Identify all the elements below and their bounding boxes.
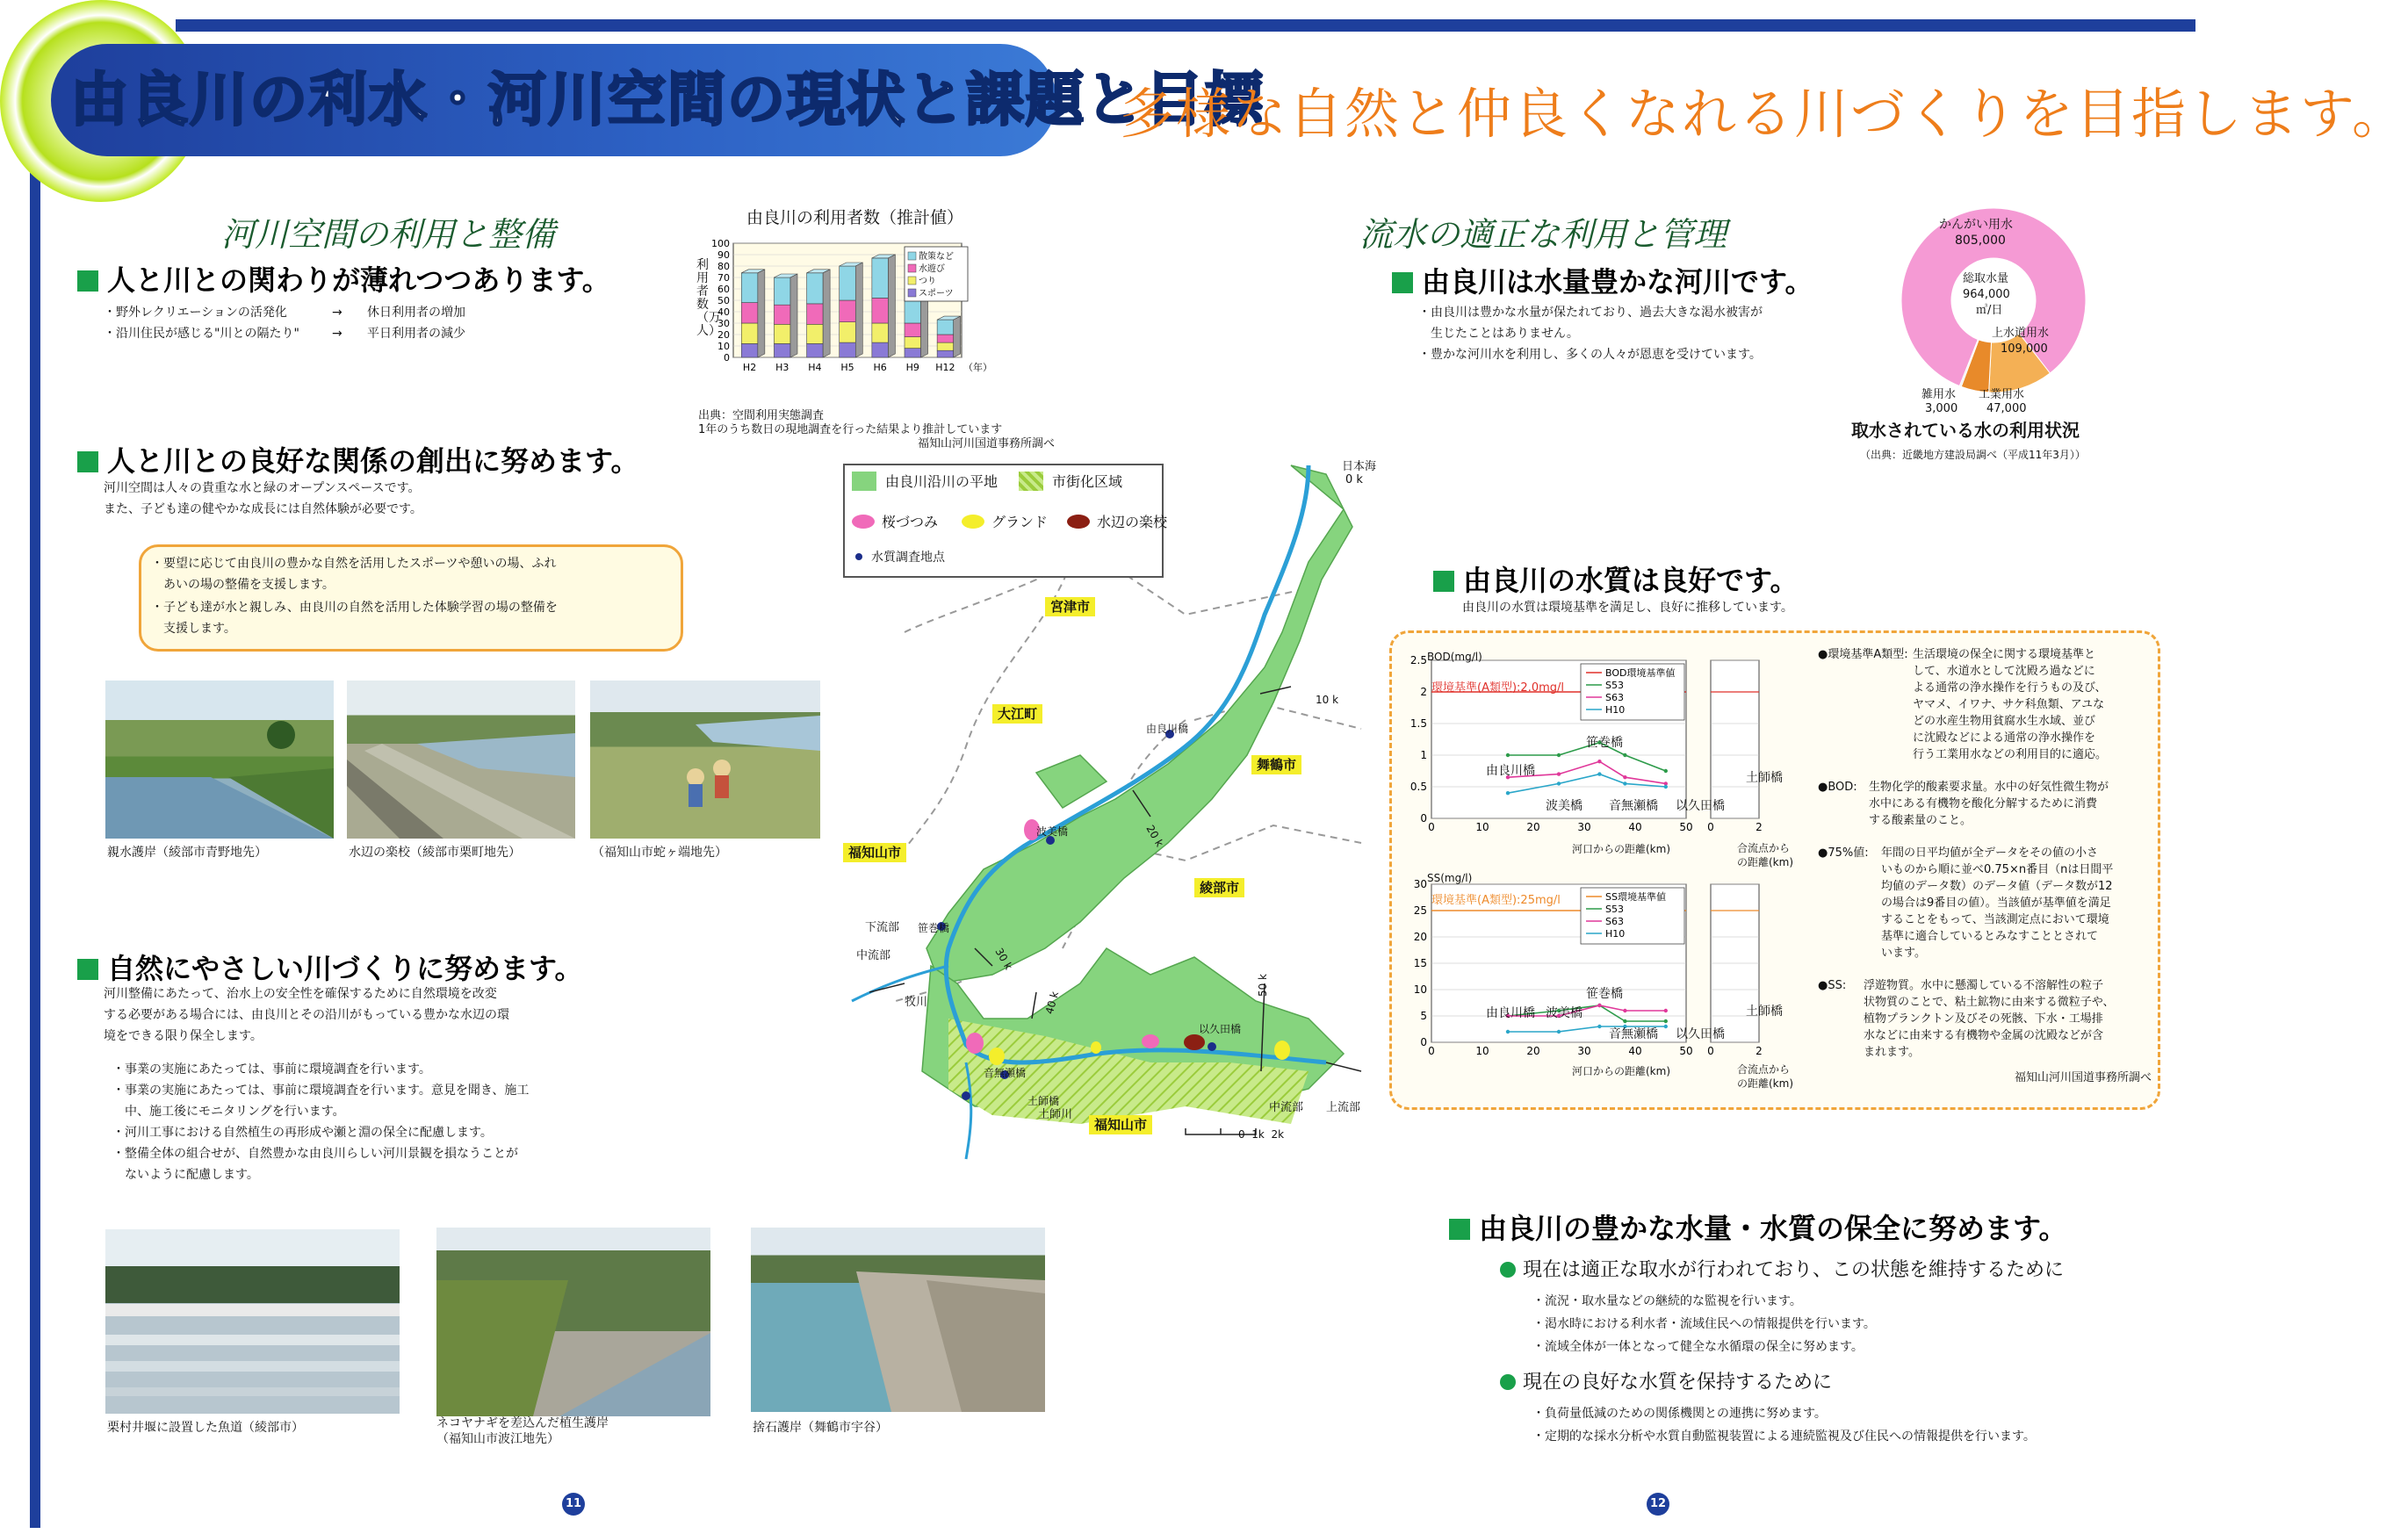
map-label-upper-reach: 上流部 (1326, 1101, 1361, 1114)
bod-ytick-label: 2.5 (1409, 654, 1427, 666)
amount-text-3: ・豊かな河川水を利用し、多くの人々が恩恵を受けています。 (1418, 348, 1762, 362)
bod-xtick-label: 10 (1475, 821, 1489, 833)
bar-chart (694, 230, 1027, 406)
left-blue-bar (30, 149, 40, 1528)
bod-point-H10 (1506, 791, 1510, 795)
bar-xtick-label: H9 (905, 362, 919, 373)
bar-side-face (758, 270, 765, 357)
bar-segment-つり (807, 324, 824, 343)
bar-ytick-label: 50 (717, 295, 730, 306)
bar-xtick-label: H2 (742, 362, 757, 373)
note-bod: ●BOD: 生物化学的酸素要求量。水中の好気性微生物が 水中にある有機物を酸化分解するために消費 する酸素量のこと。 (1818, 781, 2109, 827)
map-label-middle-reach-1: 中流部 (856, 949, 891, 962)
bar-segment-つり (872, 323, 889, 342)
pie-label-water: 上水道用水 (1992, 327, 2050, 340)
map-label-toshigawa: 土師川 (1038, 1108, 1073, 1121)
good-text-2: また、子ども達の健やかな成長には自然体験が必要です。 (104, 502, 422, 516)
page-number-left: 11 (562, 1493, 585, 1516)
bar-segment-水遊び (840, 300, 856, 322)
ss-xtick-label: 0 (1428, 1045, 1435, 1057)
green-square-icon (77, 959, 98, 980)
support-line-3: ・子ども達が水と親しみ、由良川の自然を活用した体験学習の場の整備を (151, 601, 558, 615)
pie-label-irrigation: かんがい用水 (1939, 218, 2013, 232)
map-label-30k: 30 k (992, 946, 1015, 972)
map-label-40k: 40 k (1042, 990, 1062, 1016)
quality-text: 由良川の水質は環境基準を満足し、良好に推移しています。 (1462, 601, 1793, 615)
map-label-oe: 大江町 (992, 704, 1042, 724)
bar-segment-つり (774, 324, 790, 343)
bod-point-S63 (1597, 760, 1601, 763)
bar-legend-swatch (908, 289, 916, 297)
bar-chart-title: 由良川の利用者数（推計値） (746, 208, 964, 227)
map-label-fukuchiyama-bottom: 福知山市 (1089, 1115, 1152, 1134)
heading-good-relation: 人と川との良好な関係の創出に努めます。 (77, 439, 638, 479)
ss-bridge-sasa: 笹巻橋 (1586, 987, 1623, 1001)
heading-water-amount: 由良川は水量豊かな河川です。 (1392, 260, 1813, 300)
top-blue-bar (176, 19, 2195, 32)
slogan: 多様な自然と仲良くなれる川づくりを目指します。 (1120, 82, 2408, 146)
map-label-50k: 50 k (1257, 973, 1270, 997)
ss-legend-label: SS環境基準値 (1605, 891, 1666, 903)
note-ss: ●SS: 浮遊物質。水中に懸濁している不溶解性の粒子 状物質のことで、粘土鉱物に由来する微粒子や、 植物プランクトン及びその死骸、下水・工場排 水などに由来する有機物や金属の沈殿などが含 まれます。 (1818, 979, 2115, 1059)
legend-plain-swatch (852, 472, 876, 491)
ss-xlabel: 河口からの距離(km) (1572, 1065, 1671, 1077)
bod-tributary-area (1711, 660, 1759, 818)
ss-point-S63 (1664, 1009, 1668, 1012)
bar-segment-水遊び (741, 303, 758, 323)
map-label-hami-bridge: 波美橋 (1036, 825, 1069, 838)
bar-segment-スポーツ (840, 342, 856, 357)
bod-ytick-label: 0.5 (1409, 781, 1427, 793)
map-label-sea: 日本海 (1342, 460, 1377, 473)
legend-water-quality: 水質調査地点 (852, 548, 945, 565)
green-dot-icon (1500, 1262, 1516, 1278)
heading-water-quality: 由良川の水質は良好です。 (1433, 558, 1798, 599)
map-label-lower-reach: 下流部 (865, 921, 900, 934)
bar-side-face (790, 274, 797, 357)
ss-ytick-label: 10 (1413, 983, 1427, 996)
heading-nature-friendly: 自然にやさしい川づくりに努めます。 (77, 947, 582, 987)
map-label-miyazu: 宮津市 (1045, 597, 1095, 616)
map-scale-bar: 0 1k 2k (1238, 1128, 1285, 1141)
bod-bridge-sasa: 笹巻橋 (1586, 736, 1623, 750)
pie-unit-total: ㎥/日 (1976, 304, 2003, 317)
preserve-sub-1: 現在は適正な取水が行われており、この状態を維持するために (1500, 1257, 2064, 1284)
pie-value-water: 109,000 (2001, 342, 2048, 356)
pie-value-misc: 3,000 (1925, 402, 1958, 415)
note-standard: ●環境基準A類型: 生活環境の保全に関する環境基準と して、水道水として沈殿ろ過などに よる通常の浄水操作を行うもの及び、 ヤマメ、イワナ、サケ科魚類、アユな どの水産生物用貧腐水生水域、並び に沈殿などによる通常の浄水操作を 行う工業用水などの利用目的に適応。 (1818, 648, 2108, 761)
ss-ytick-label: 0 (1420, 1036, 1427, 1048)
ss-bridge-yura: 由良川橋 (1486, 1006, 1535, 1020)
caption-willow: ネコヤナギを差込んだ植生護岸 （福知山市波江地先） (436, 1416, 609, 1446)
green-square-icon (1449, 1219, 1470, 1240)
map-label-ikuta-bridge: 以久田橋 (1199, 1023, 1242, 1035)
ss-xtick-label: 50 (1679, 1045, 1693, 1057)
bar-ytick-label: 0 (724, 352, 730, 364)
bod-xlabel-2: 合流点から の距離(km) (1737, 842, 1794, 868)
map-label-maizuru: 舞鶴市 (1251, 755, 1301, 774)
nature-text-3: 境をできる限り保全します。 (104, 1029, 263, 1043)
bod-bridge-toshi: 土師橋 (1746, 771, 1783, 785)
bar-segment-散策など (872, 258, 889, 299)
bar-ytick-label: 40 (717, 306, 730, 318)
caption-photo-2: 水辺の楽校（綾部市栗町地先） (349, 846, 521, 860)
bar-legend-swatch (908, 277, 916, 284)
relation-line-2: ・沿川住民が感じる"川との隔たり" → 平日利用者の減少 (104, 327, 465, 341)
section-title-river-space: 河川空間の利用と整備 (221, 215, 556, 254)
map-label-20k: 20 k (1143, 823, 1166, 849)
bar-xtick-label: H4 (808, 362, 822, 373)
pie-source: （出典：近畿地方建設局調べ（平成11年3月）） (1860, 449, 2086, 461)
ss-point-H10 (1597, 1025, 1601, 1028)
preserve-sub-2: 現在の良好な水質を保持するために (1500, 1370, 1832, 1396)
bod-xlabel: 河口からの距離(km) (1572, 843, 1671, 855)
bar-chart-source-3: 福知山河川国道事務所調べ (918, 437, 1056, 450)
map-label-middle-reach-2: 中流部 (1269, 1101, 1304, 1114)
nature-bullet-6: ないように配慮します。 (112, 1168, 259, 1182)
ss-ytick-label: 20 (1413, 931, 1427, 943)
ss-tributary-xtick: 2 (1756, 1045, 1763, 1057)
bar-chart-source-2: 1年のうち数日の現地調査を行った結果より推計しています (698, 423, 1003, 436)
ss-standard-label: 環境基準(A類型):25mg/l (1431, 894, 1561, 907)
caption-photo-1: 親水護岸（綾部市青野地先） (107, 846, 267, 860)
ss-bridge-onmuse: 音無瀬橋 (1609, 1027, 1658, 1041)
bod-ytick-label: 1 (1420, 749, 1427, 761)
pie-label-misc: 雑用水 (1921, 388, 1957, 401)
ss-ytick-label: 25 (1413, 904, 1427, 917)
bar-legend-label: つり (919, 277, 936, 286)
bod-xtick-label: 20 (1526, 821, 1540, 833)
map-label-makigawa: 牧川 (905, 996, 928, 1009)
bar-legend-label: 水遊び (919, 264, 945, 274)
bod-point-S53 (1506, 753, 1510, 757)
nature-bullet-4: ・河川工事における自然植生の再形成や瀬と淵の保全に配慮します。 (112, 1126, 493, 1140)
caption-fishway: 栗村井堰に設置した魚道（綾部市） (107, 1421, 304, 1435)
ss-ytick-label: 30 (1413, 878, 1427, 890)
map-label-10k: 10 k (1316, 694, 1339, 706)
bar-segment-スポーツ (937, 350, 954, 357)
bar-ytick-label: 30 (717, 318, 730, 329)
nature-text-1: 河川整備にあたって、治水上の安全性を確保するために自然環境を改変 (104, 987, 497, 1001)
notes-source: 福知山河川国道事務所調べ (2014, 1071, 2152, 1084)
green-dot-icon (1500, 1374, 1516, 1390)
photo-fishway (105, 1229, 400, 1414)
bod-ylabel: BOD(mg/l) (1427, 651, 1482, 663)
bar-segment-散策など (840, 266, 856, 300)
heading-relation: 人と川との関わりが薄れつつあります。 (77, 258, 610, 299)
preserve-sub2-item-1: ・負荷量低減のための関係機関との連携に努めます。 (1532, 1407, 1827, 1421)
legend-sakura-swatch (852, 515, 875, 529)
ss-xtick-label: 40 (1628, 1045, 1642, 1057)
bar-segment-スポーツ (905, 349, 921, 357)
ss-point-S53 (1623, 1019, 1626, 1023)
heading-preserve: 由良川の豊かな水量・水質の保全に努めます。 (1449, 1206, 2066, 1247)
ss-bridge-toshi: 土師橋 (1746, 1005, 1783, 1019)
legend-plain: 由良川沿川の平地 (852, 471, 998, 491)
map-label-sasa-bridge: 笹巻橋 (918, 922, 950, 934)
preserve-sub1-item-2: ・渇水時における利水者・流域住民への情報提供を行います。 (1532, 1317, 1876, 1331)
bar-xtick-label: H3 (775, 362, 789, 373)
map-label-toshi-bridge: 土師橋 (1027, 1095, 1060, 1107)
bar-side-face (855, 263, 862, 357)
nature-text-2: する必要がある場合には、由良川とその沿川がもっている豊かな水辺の環 (104, 1008, 509, 1022)
bar-segment-散策など (807, 273, 824, 304)
pie-label-industrial: 工業用水 (1979, 388, 2025, 401)
bod-point-H10 (1597, 772, 1601, 775)
caption-photo-3: （福知山市蛇ヶ端地先） (592, 846, 727, 860)
section-title-water-use: 流水の適正な利用と管理 (1359, 215, 1727, 254)
ss-point-H10 (1506, 1030, 1510, 1033)
green-square-icon (77, 451, 98, 472)
ss-point-S53 (1664, 1019, 1668, 1023)
bar-legend-label: スポーツ (919, 289, 954, 299)
legend-school-swatch (1067, 515, 1090, 529)
bod-point-H10 (1557, 781, 1561, 785)
page-title: 由良川の利水・河川空間の現状と課題と目標 (70, 66, 1265, 133)
quality-notes (1818, 646, 2152, 1086)
green-square-icon (1392, 272, 1413, 293)
bod-tributary-xtick: 2 (1756, 821, 1763, 833)
support-line-1: ・要望に応じて由良川の豊かな自然を活用したスポーツや憩いの場、ふれ (151, 557, 557, 571)
bar-segment-スポーツ (741, 343, 758, 357)
legend-sakura: 桜づつみ (852, 511, 938, 531)
bod-point-H10 (1664, 785, 1668, 789)
support-line-4: 支援します。 (151, 622, 236, 636)
bar-segment-つり (905, 337, 921, 349)
bod-point-S53 (1664, 769, 1668, 773)
bar-segment-水遊び (872, 298, 889, 323)
bod-legend-label: BOD環境基準値 (1605, 667, 1676, 679)
page-number-right: 12 (1647, 1493, 1669, 1516)
bar-side-face (954, 316, 961, 357)
ss-point-H10 (1664, 1025, 1668, 1028)
map-label-onmuse-bridge: 音無瀬橋 (984, 1067, 1027, 1079)
bar-segment-スポーツ (774, 343, 790, 357)
ss-legend-label: S63 (1605, 916, 1624, 927)
ss-tributary-xtick: 0 (1707, 1045, 1714, 1057)
bar-xtick-label: H5 (840, 362, 854, 373)
map-label-fukuchiyama-top: 福知山市 (843, 843, 906, 862)
bod-bridge-onmuse: 音無瀬橋 (1609, 799, 1658, 813)
bod-xtick-label: 0 (1428, 821, 1435, 833)
bod-bridge-ikuta: 以久田橋 (1676, 799, 1725, 813)
legend-urban: 市街化区域 (1019, 471, 1122, 491)
bar-ytick-label: 20 (717, 329, 730, 341)
bod-standard-label: 環境基準(A類型):2.0mg/l (1431, 681, 1564, 695)
ss-bridge-ikuta: 以久田橋 (1676, 1027, 1725, 1041)
bar-segment-散策など (774, 277, 790, 305)
map-label-0k: 0 k (1345, 473, 1363, 486)
bod-bridge-yura: 由良川橋 (1486, 764, 1535, 778)
legend-ground: グランド (962, 511, 1048, 531)
bar-segment-つり (840, 322, 856, 342)
legend-urban-swatch (1019, 472, 1043, 491)
bar-segment-水遊び (905, 323, 921, 337)
preserve-sub1-item-3: ・流域全体が一体となって健全な水循環の保全に努めます。 (1532, 1340, 1864, 1354)
ss-legend-label: H10 (1605, 928, 1626, 940)
ss-xtick-label: 10 (1475, 1045, 1489, 1057)
bar-legend-swatch (908, 252, 916, 260)
legend-ground-swatch (962, 515, 984, 529)
bod-xtick-label: 40 (1628, 821, 1642, 833)
bar-ytick-label: 70 (717, 272, 730, 284)
ss-ytick-label: 15 (1413, 957, 1427, 969)
legend-school: 水辺の楽校 (1067, 511, 1167, 531)
bar-segment-つり (741, 323, 758, 343)
bar-xtick-label: H12 (935, 362, 955, 373)
bar-side-face (823, 270, 830, 357)
ss-xtick-label: 30 (1577, 1045, 1591, 1057)
bar-ytick-label: 100 (711, 238, 730, 249)
bar-xtick-label: H6 (873, 362, 887, 373)
ss-xlabel-2: 合流点から の距離(km) (1737, 1063, 1794, 1090)
nature-bullet-5: ・整備全体の組合せが、自然豊かな由良川らしい河川景観を損なうことが (112, 1147, 518, 1161)
amount-text-2: 生じたことはありません。 (1418, 327, 1579, 341)
pie-title: 取水されている水の利用状況 (1851, 420, 2080, 441)
pie-value-total: 964,000 (1963, 288, 2010, 301)
bod-xtick-label: 30 (1577, 821, 1591, 833)
support-line-2: あいの場の整備を支援します。 (151, 578, 335, 592)
bod-bridge-hami: 波美橋 (1546, 799, 1583, 813)
bod-point-S63 (1557, 772, 1561, 775)
bar-segment-水遊び (807, 304, 824, 324)
photo-riverside-bank (105, 681, 334, 839)
bar-side-face (888, 255, 895, 357)
bod-point-S53 (1557, 753, 1561, 757)
map-label-yura-bridge: 由良川橋 (1146, 723, 1189, 735)
bar-chart-source-1: 出典：空間利用実態調査 (698, 409, 825, 422)
nature-bullet-2: ・事業の実施にあたっては、事前に環境調査を行います。意見を聞き、施工 (112, 1084, 530, 1098)
pie-label-total: 総取水量 (1963, 272, 2009, 285)
ss-bridge-hami: 波美橋 (1546, 1006, 1583, 1020)
ss-xtick-label: 20 (1526, 1045, 1540, 1057)
pie-value-irrigation: 805,000 (1955, 234, 2006, 248)
ss-point-H10 (1557, 1030, 1561, 1033)
caption-rubble: 捨石護岸（舞鶴市宇谷） (753, 1421, 888, 1435)
photo-rubble-bank (751, 1228, 1045, 1412)
bar-segment-散策など (741, 273, 758, 303)
good-text-1: 河川空間は人々の貴重な水と緑のオープンスペースです。 (104, 481, 421, 495)
bar-ytick-label: 90 (717, 249, 730, 261)
bar-ytick-label: 60 (717, 284, 730, 295)
map-label-ayabe: 綾部市 (1194, 878, 1244, 897)
amount-text-1: ・由良川は豊かな水量が保たれており、過去大きな渇水被害が (1418, 306, 1763, 320)
bod-legend-label: S53 (1605, 680, 1624, 691)
bar-chart-ylabel: 利用者数（万人） (696, 258, 721, 338)
ss-point-S63 (1623, 1009, 1626, 1012)
bar-legend-swatch (908, 264, 916, 272)
bod-ytick-label: 2 (1420, 686, 1427, 698)
bar-segment-スポーツ (807, 343, 824, 357)
photo-waterside-school (347, 681, 575, 839)
photo-children-nature (590, 681, 820, 839)
preserve-sub1-item-1: ・流況・取水量などの継続的な監視を行います。 (1532, 1294, 1802, 1308)
bar-ytick-label: 10 (717, 341, 730, 352)
bar-ytick-label: 80 (717, 261, 730, 272)
pie-value-industrial: 47,000 (1986, 402, 2027, 415)
bod-ytick-label: 1.5 (1409, 717, 1427, 730)
bod-point-S63 (1623, 775, 1626, 779)
nature-bullet-3: 中、施工後にモニタリングを行います。 (112, 1105, 345, 1119)
bod-point-S53 (1623, 753, 1626, 757)
relation-line-1: ・野外レクリエーションの活発化 → 休日利用者の増加 (104, 306, 465, 320)
bar-segment-つり (937, 342, 954, 350)
bar-legend-label: 散策など (919, 252, 954, 262)
bar-segment-水遊び (937, 335, 954, 342)
bod-tributary-xtick: 0 (1707, 821, 1714, 833)
ss-ytick-label: 5 (1420, 1010, 1427, 1022)
bod-point-H10 (1623, 781, 1626, 785)
bar-segment-水遊び (774, 305, 790, 324)
green-square-icon (77, 270, 98, 292)
note-75pct: ●75%値: 年間の日平均値が全データをその値の小さ いものから順に並べ0.75×n番目（nは日間平 均値のデータ数）のデータ値（データ数が12 の場合は9番目の値）。当該値が基準値を満足 することをもって、当該測定点において環境 基準に適合しているとみなすこととされて います。 (1818, 846, 2114, 960)
preserve-sub2-item-2: ・定期的な採水分析や水質自動監視装置による連続監視及び住民への情報提供を行います。 (1532, 1430, 2036, 1444)
bar-xaxis-label: （年） (963, 362, 992, 373)
nature-bullet-1: ・事業の実施にあたっては、事前に環境調査を行います。 (112, 1062, 431, 1077)
ss-ylabel: SS(mg/l) (1427, 872, 1473, 884)
bod-ytick-label: 0 (1420, 812, 1427, 825)
bod-legend-label: H10 (1605, 704, 1626, 716)
green-square-icon (1433, 571, 1454, 592)
photo-willow-bank (436, 1228, 710, 1416)
bar-segment-スポーツ (872, 342, 889, 357)
bod-xtick-label: 50 (1679, 821, 1693, 833)
bar-segment-散策など (937, 320, 954, 335)
bod-legend-label: S63 (1605, 692, 1624, 703)
legend-wq-dot (855, 553, 862, 560)
ss-legend-label: S53 (1605, 904, 1624, 915)
